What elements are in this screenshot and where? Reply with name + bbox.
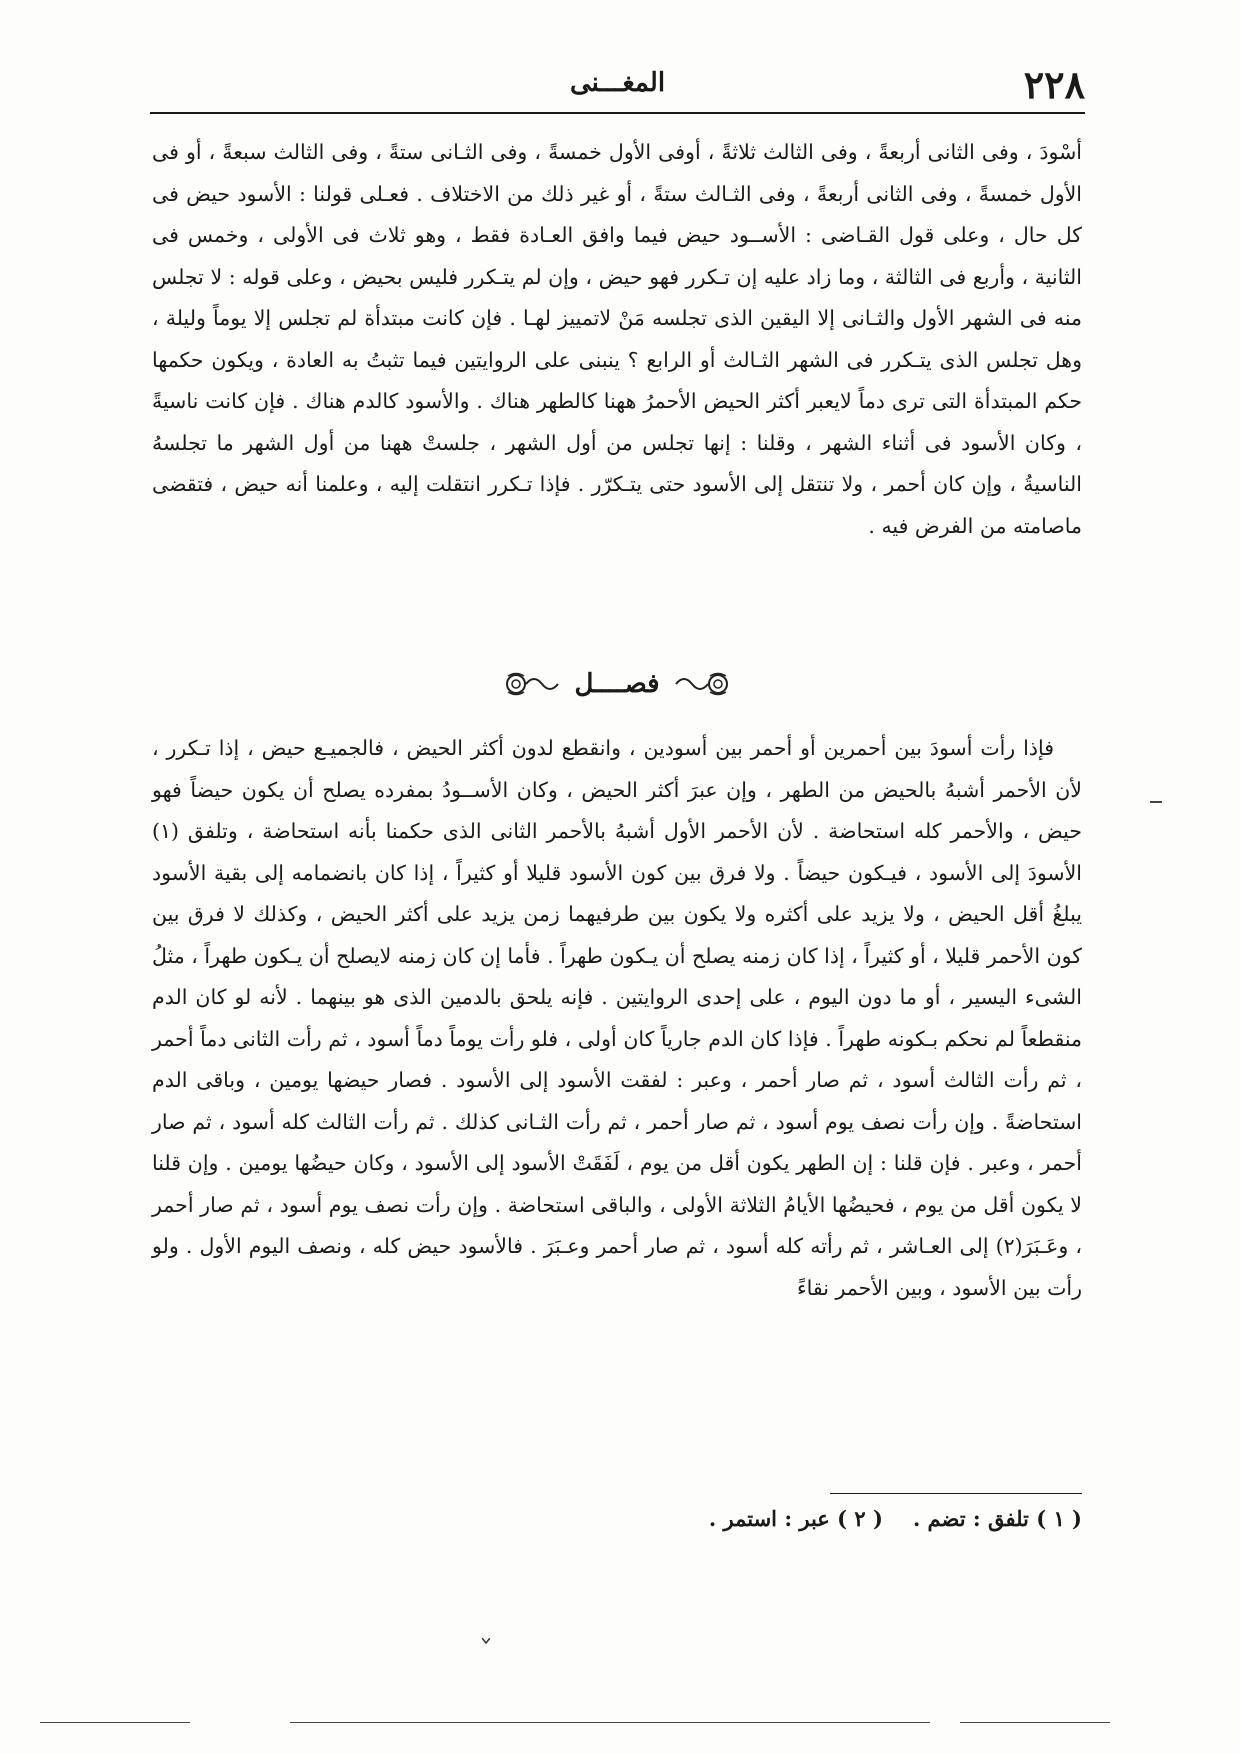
ornament-right-icon bbox=[674, 671, 736, 697]
running-title: المغـــنى bbox=[569, 68, 666, 98]
ornament-left-icon bbox=[498, 671, 560, 697]
paragraph: أسْودَ ، وفى الثانى أربعةً ، وفى الثالث ثلاثةً ، أوفى الأول خمسةً ، وفى الثـانى ستةً ، وفى الثالث سبعةً ، أو فى الأول خمسةً ، وفى الثانى أربعةً ، وفى الثـالث ستةً ، أو غير ذلك من الاختلاف . فعـلى قولنا : الأسود حيض فى كل حال ، وعلى قول القـاضى : الأســود حيض فيما وافق العـادة فقط ، وهو ثلاث فى الأولى ، وخمس فى الثانية ، وأربع فى الثالثة ، وما زاد عليه إن تـكرر فهو حيض ، وإن لم يتـكرر فليس بحيض ، وعلى قوله : لا تجلس منه فى الشهر الأول والثـانى إلا اليقين الذى تجلسه مَنْ لاتمييز لهـا . فإن كانت مبتدأة لم تجلس إلا يوماً وليلة ، وهل تجلس الذى يتـكرر فى الشهر الثـالث أو الرابع ؟ ينبنى على الروايتين فيما تثبتُ به العادة ، ويكون حكمها حكم المبتدأة التى ترى دماً لايعبر أكثر الحيض الأحمرُ ههنا كالطهر هناك . والأسود كالدم هناك . فإن كانت ناسيةً ، وكان الأسود فى أثناء الشهر ، وقلنا : إنها تجلس من أول الشهر ، جلستْ ههنا من أول الشهر ما تجلسهُ الناسيةُ ، وإن كان أحمر ، ولا تنتقل إلى الأسود حتى يتـكرّر . فإذا تـكرر انتقلت إليه ، وعلمنا أنه حيض ، فتقضى ماصامته من الفرض فيه . bbox=[152, 140, 1082, 538]
paragraph: فإذا رأت أسودَ بين أحمرين أو أحمر بين أسودين ، وانقطع لدون أكثر الحيض ، فالجميـع حيض ، إذا تـكرر ، لأن الأحمر أشبهُ بالحيض من الطهر ، وإن عبرَ أكثر الحيض ، وكان الأســودُ بمفرده يصلح أن يكون حيضاً فهو حيض ، والأحمر كله استحاضة . لأن الأحمر الأول أشبهُ بالأحمر الثانى الذى حكمنا بأنه استحاضة ، وتلفق (١) الأسودَ إلى الأسود ، فيـكون حيضاً . ولا فرق بين كون الأسود قليلا أو كثيراً ، إذا كان بانضمامه إلى بقية الأسود يبلغُ أقل الحيض ، ولا يزيد على أكثره ولا يكون بين طرفيهما زمن يزيد على أكثر الحيض ، وكذلك لا فرق بين كون الأحمر قليلا ، أو كثيراً ، إذا كان زمنه يصلح أن يـكون طهراً . فأما إن كان زمنه لايصلح أن يـكون طهراً ، مثلُ الشىء اليسير ، أو ما دون اليوم ، على إحدى الروايتين . فإنه يلحق بالدمين الذى هو بينهما . لأنه لو كان الدم منقطعاً لم نحكم بـكونه طهراً . فإذا كان الدم جارياً كان أولى ، فلو رأت يوماً دماً أسود ، ثم رأت الثانى دماً أحمر ، ثم رأت الثالث أسود ، ثم صار أحمر ، وعبر : لفقت الأسود إلى الأسود . فصار حيضها يومين ، وباقى الدم استحاضةً . وإن رأت نصف يوم أسود ، ثم صار أحمر ، ثم رأت الثـانى كذلك . ثم رأت الثالث كله أسود ، ثم صار أحمر ، وعبر . فإن قلنا : إن الطهر يكون أقل من يوم ، لَفَقَتْ الأسود إلى الأسود ، وكان حيضُها يومين . وإن قلنا لا يكون أقل من يوم ، فحيضُها الأيامُ الثلاثة الأولى ، والباقى استحاضة . وإن رأت نصف يوم أسود ، ثم صار أحمر ، وعَـبَرَ(٢) إلى العـاشر ، ثم رأته كله أسود ، ثم صار أحمر وعـبَرَ . فالأسود حيض كله ، ونصف اليوم الأول . ولو رأت بين الأسود ، وبين الأحمر نقاءً bbox=[152, 736, 1083, 1300]
header-rule bbox=[150, 112, 1085, 114]
page-number: ٢٢٨ bbox=[1023, 62, 1085, 107]
bottom-rule-middle bbox=[290, 1722, 930, 1723]
footnote-1: ( ١ ) تلفق : تضم . bbox=[912, 1506, 1082, 1531]
scan-speck-icon bbox=[1150, 800, 1164, 804]
scan-speck-icon bbox=[482, 1638, 490, 1644]
page-header bbox=[150, 62, 1085, 110]
footnote-rule bbox=[830, 1493, 1082, 1494]
bottom-rule-left bbox=[40, 1722, 190, 1723]
footnote-2: ( ٢ ) عبر : استمر . bbox=[708, 1506, 883, 1531]
footnotes bbox=[152, 1506, 1082, 1531]
main-text-block-2 bbox=[152, 728, 1082, 1309]
section-heading bbox=[152, 662, 1082, 706]
section-title: فصــــل bbox=[574, 669, 660, 699]
bottom-rule-right bbox=[960, 1722, 1110, 1723]
main-text-block-1 bbox=[152, 132, 1082, 547]
